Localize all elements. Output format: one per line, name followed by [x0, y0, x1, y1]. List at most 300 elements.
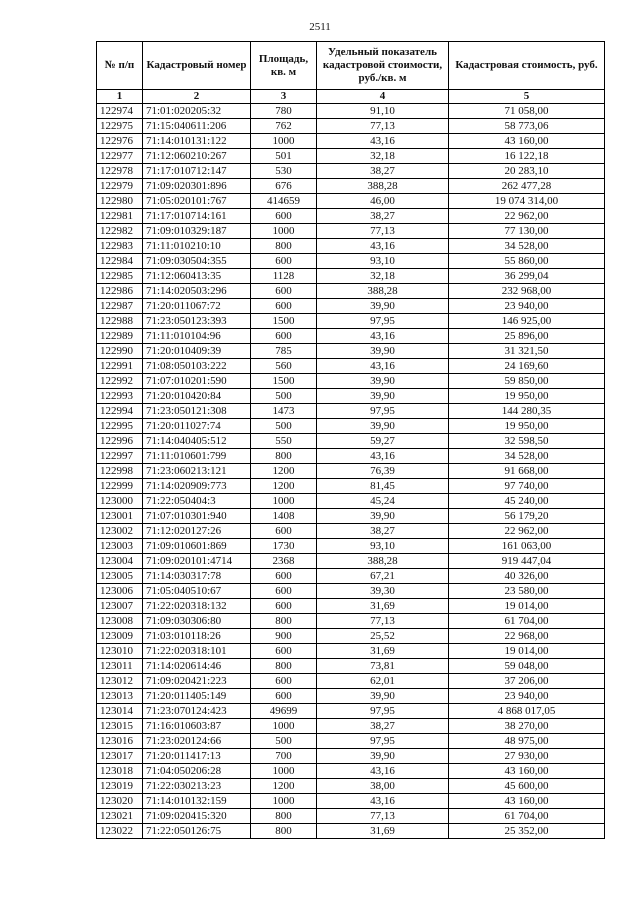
table-row [97, 419, 605, 434]
area-cell: 800 [251, 614, 317, 629]
table-row [97, 494, 605, 509]
table-row [97, 719, 605, 734]
cadastral-number-cell: 71:20:011405:149 [143, 689, 251, 704]
table-row [97, 539, 605, 554]
table-row [97, 749, 605, 764]
specific-value-cell: 43,16 [317, 239, 449, 254]
table-row [97, 674, 605, 689]
area-cell: 1128 [251, 269, 317, 284]
cadastral-cost-cell: 48 975,00 [449, 734, 605, 749]
cadastral-number-cell: 71:14:030317:78 [143, 569, 251, 584]
cadastral-cost-cell: 27 930,00 [449, 749, 605, 764]
table-header-row [97, 42, 605, 90]
cadastral-number-cell: 71:22:030213:23 [143, 779, 251, 794]
table-row [97, 329, 605, 344]
cadastral-cost-cell: 36 299,04 [449, 269, 605, 284]
specific-value-cell: 31,69 [317, 599, 449, 614]
cadastral-number-cell: 71:04:050206:28 [143, 764, 251, 779]
specific-value-cell: 38,27 [317, 209, 449, 224]
cadastral-cost-cell: 55 860,00 [449, 254, 605, 269]
table-row [97, 344, 605, 359]
specific-value-cell: 46,00 [317, 194, 449, 209]
specific-value-cell: 67,21 [317, 569, 449, 584]
table-row [97, 209, 605, 224]
cadastral-cost-cell: 25 352,00 [449, 824, 605, 839]
area-cell: 600 [251, 524, 317, 539]
row-number-cell: 122991 [97, 359, 143, 374]
specific-value-cell: 38,27 [317, 719, 449, 734]
cadastral-number-cell: 71:16:010603:87 [143, 719, 251, 734]
cadastral-cost-cell: 59 048,00 [449, 659, 605, 674]
header-row-number: № п/п [97, 42, 143, 90]
specific-value-cell: 62,01 [317, 674, 449, 689]
table-body [97, 104, 605, 839]
row-number-cell: 122997 [97, 449, 143, 464]
cadastral-number-cell: 71:03:010118:26 [143, 629, 251, 644]
cadastral-cost-cell: 61 704,00 [449, 614, 605, 629]
cadastral-cost-cell: 19 014,00 [449, 599, 605, 614]
row-number-cell: 122985 [97, 269, 143, 284]
cadastral-number-cell: 71:12:060210:267 [143, 149, 251, 164]
specific-value-cell: 39,90 [317, 344, 449, 359]
area-cell: 500 [251, 734, 317, 749]
area-cell: 1200 [251, 479, 317, 494]
row-number-cell: 122996 [97, 434, 143, 449]
area-cell: 414659 [251, 194, 317, 209]
table-row [97, 194, 605, 209]
specific-value-cell: 97,95 [317, 314, 449, 329]
cadastral-number-cell: 71:14:010131:122 [143, 134, 251, 149]
cadastral-cost-cell: 22 962,00 [449, 524, 605, 539]
cadastral-cost-cell: 58 773,06 [449, 119, 605, 134]
row-number-cell: 123020 [97, 794, 143, 809]
row-number-cell: 122976 [97, 134, 143, 149]
cadastral-cost-cell: 25 896,00 [449, 329, 605, 344]
area-cell: 600 [251, 584, 317, 599]
specific-value-cell: 76,39 [317, 464, 449, 479]
row-number-cell: 122982 [97, 224, 143, 239]
cadastral-cost-cell: 38 270,00 [449, 719, 605, 734]
cadastral-cost-cell: 31 321,50 [449, 344, 605, 359]
area-cell: 600 [251, 644, 317, 659]
cadastral-number-cell: 71:12:020127:26 [143, 524, 251, 539]
row-number-cell: 123010 [97, 644, 143, 659]
specific-value-cell: 32,18 [317, 269, 449, 284]
cadastral-number-cell: 71:20:011027:74 [143, 419, 251, 434]
cadastral-cost-cell: 71 058,00 [449, 104, 605, 119]
row-number-cell: 123011 [97, 659, 143, 674]
cadastral-number-cell: 71:17:010714:161 [143, 209, 251, 224]
specific-value-cell: 39,90 [317, 419, 449, 434]
row-number-cell: 123008 [97, 614, 143, 629]
area-cell: 1000 [251, 764, 317, 779]
table-row [97, 509, 605, 524]
cadastral-number-cell: 71:11:010601:799 [143, 449, 251, 464]
table-row [97, 659, 605, 674]
cadastral-number-cell: 71:20:011067:72 [143, 299, 251, 314]
area-cell: 500 [251, 389, 317, 404]
cadastral-cost-cell: 40 326,00 [449, 569, 605, 584]
cadastral-number-cell: 71:05:020101:767 [143, 194, 251, 209]
cadastral-number-cell: 71:14:010132:159 [143, 794, 251, 809]
area-cell: 1000 [251, 794, 317, 809]
table-row [97, 104, 605, 119]
table-row [97, 119, 605, 134]
table-row [97, 239, 605, 254]
area-cell: 500 [251, 419, 317, 434]
row-number-cell: 123013 [97, 689, 143, 704]
table-row [97, 314, 605, 329]
area-cell: 600 [251, 254, 317, 269]
row-number-cell: 123016 [97, 734, 143, 749]
area-cell: 800 [251, 239, 317, 254]
table-row [97, 614, 605, 629]
table-row [97, 374, 605, 389]
area-cell: 1500 [251, 314, 317, 329]
cadastral-cost-cell: 16 122,18 [449, 149, 605, 164]
table-row [97, 434, 605, 449]
cadastral-number-cell: 71:14:020909:773 [143, 479, 251, 494]
specific-value-cell: 39,90 [317, 299, 449, 314]
cadastral-number-cell: 71:14:020503:296 [143, 284, 251, 299]
cadastral-cost-cell: 262 477,28 [449, 179, 605, 194]
area-cell: 1200 [251, 464, 317, 479]
column-number-row [97, 90, 605, 104]
specific-value-cell: 77,13 [317, 119, 449, 134]
cadastral-cost-cell: 20 283,10 [449, 164, 605, 179]
table-row [97, 254, 605, 269]
cadastral-number-cell: 71:09:030504:355 [143, 254, 251, 269]
row-number-cell: 123003 [97, 539, 143, 554]
row-number-cell: 122979 [97, 179, 143, 194]
cadastral-number-cell: 71:09:010601:869 [143, 539, 251, 554]
header-area: Площадь, кв. м [251, 42, 317, 90]
table-row [97, 389, 605, 404]
row-number-cell: 123004 [97, 554, 143, 569]
row-number-cell: 123022 [97, 824, 143, 839]
specific-value-cell: 39,90 [317, 509, 449, 524]
area-cell: 800 [251, 659, 317, 674]
area-cell: 2368 [251, 554, 317, 569]
cadastral-cost-cell: 144 280,35 [449, 404, 605, 419]
cadastral-cost-cell: 43 160,00 [449, 764, 605, 779]
specific-value-cell: 97,95 [317, 404, 449, 419]
specific-value-cell: 43,16 [317, 329, 449, 344]
area-cell: 700 [251, 749, 317, 764]
area-cell: 600 [251, 569, 317, 584]
cadastral-number-cell: 71:15:040611:206 [143, 119, 251, 134]
area-cell: 600 [251, 209, 317, 224]
area-cell: 780 [251, 104, 317, 119]
cadastral-cost-cell: 24 169,60 [449, 359, 605, 374]
specific-value-cell: 31,69 [317, 824, 449, 839]
cadastral-number-cell: 71:07:010301:940 [143, 509, 251, 524]
table-row [97, 599, 605, 614]
table-row [97, 149, 605, 164]
row-number-cell: 122986 [97, 284, 143, 299]
row-number-cell: 123000 [97, 494, 143, 509]
cadastral-number-cell: 71:23:020124:66 [143, 734, 251, 749]
row-number-cell: 123006 [97, 584, 143, 599]
column-number: 3 [251, 90, 317, 104]
cadastral-number-cell: 71:20:010409:39 [143, 344, 251, 359]
cadastral-number-cell: 71:08:050103:222 [143, 359, 251, 374]
cadastral-number-cell: 71:14:040405:512 [143, 434, 251, 449]
cadastral-cost-cell: 45 240,00 [449, 494, 605, 509]
row-number-cell: 123019 [97, 779, 143, 794]
cadastral-number-cell: 71:05:040510:67 [143, 584, 251, 599]
row-number-cell: 122990 [97, 344, 143, 359]
area-cell: 1730 [251, 539, 317, 554]
column-number: 5 [449, 90, 605, 104]
row-number-cell: 122981 [97, 209, 143, 224]
row-number-cell: 123001 [97, 509, 143, 524]
row-number-cell: 123005 [97, 569, 143, 584]
cadastral-cost-cell: 91 668,00 [449, 464, 605, 479]
cadastral-number-cell: 71:12:060413:35 [143, 269, 251, 284]
cadastral-cost-cell: 77 130,00 [449, 224, 605, 239]
cadastral-cost-cell: 59 850,00 [449, 374, 605, 389]
cadastral-number-cell: 71:11:010210:10 [143, 239, 251, 254]
page-number: 2511 [309, 21, 331, 33]
table-row [97, 584, 605, 599]
area-cell: 1500 [251, 374, 317, 389]
row-number-cell: 123021 [97, 809, 143, 824]
table-row [97, 644, 605, 659]
row-number-cell: 122989 [97, 329, 143, 344]
area-cell: 762 [251, 119, 317, 134]
area-cell: 800 [251, 809, 317, 824]
cadastral-cost-cell: 97 740,00 [449, 479, 605, 494]
area-cell: 1200 [251, 779, 317, 794]
area-cell: 1000 [251, 719, 317, 734]
row-number-cell: 123014 [97, 704, 143, 719]
row-number-cell: 122998 [97, 464, 143, 479]
cadastral-number-cell: 71:23:050123:393 [143, 314, 251, 329]
area-cell: 900 [251, 629, 317, 644]
area-cell: 1000 [251, 494, 317, 509]
cadastral-number-cell: 71:20:010420:84 [143, 389, 251, 404]
area-cell: 800 [251, 824, 317, 839]
cadastral-cost-cell: 45 600,00 [449, 779, 605, 794]
cadastral-cost-cell: 43 160,00 [449, 134, 605, 149]
area-cell: 600 [251, 674, 317, 689]
table-row [97, 764, 605, 779]
table-row [97, 569, 605, 584]
area-cell: 1473 [251, 404, 317, 419]
cadastral-cost-cell: 23 580,00 [449, 584, 605, 599]
cadastral-cost-cell: 34 528,00 [449, 239, 605, 254]
area-cell: 800 [251, 449, 317, 464]
row-number-cell: 123007 [97, 599, 143, 614]
specific-value-cell: 388,28 [317, 284, 449, 299]
specific-value-cell: 39,90 [317, 749, 449, 764]
cadastral-number-cell: 71:17:010712:147 [143, 164, 251, 179]
row-number-cell: 122974 [97, 104, 143, 119]
cadastral-cost-cell: 919 447,04 [449, 554, 605, 569]
cadastral-number-cell: 71:09:030306:80 [143, 614, 251, 629]
table-row [97, 524, 605, 539]
cadastral-number-cell: 71:23:070124:423 [143, 704, 251, 719]
table-row [97, 284, 605, 299]
cadastral-cost-cell: 61 704,00 [449, 809, 605, 824]
cadastral-cost-cell: 232 968,00 [449, 284, 605, 299]
cadastral-cost-cell: 23 940,00 [449, 689, 605, 704]
table-row [97, 299, 605, 314]
specific-value-cell: 25,52 [317, 629, 449, 644]
specific-value-cell: 43,16 [317, 359, 449, 374]
area-cell: 600 [251, 299, 317, 314]
cadastral-number-cell: 71:22:050404:3 [143, 494, 251, 509]
area-cell: 49699 [251, 704, 317, 719]
table-row [97, 794, 605, 809]
specific-value-cell: 97,95 [317, 704, 449, 719]
specific-value-cell: 38,27 [317, 524, 449, 539]
specific-value-cell: 43,16 [317, 764, 449, 779]
table-row [97, 479, 605, 494]
specific-value-cell: 388,28 [317, 554, 449, 569]
cadastral-number-cell: 71:11:010104:96 [143, 329, 251, 344]
specific-value-cell: 93,10 [317, 254, 449, 269]
header-cadastral-number: Кадастровый номер [143, 42, 251, 90]
table-row [97, 704, 605, 719]
cadastral-cost-cell: 19 950,00 [449, 389, 605, 404]
specific-value-cell: 91,10 [317, 104, 449, 119]
column-number: 2 [143, 90, 251, 104]
cadastral-cost-cell: 56 179,20 [449, 509, 605, 524]
cadastral-number-cell: 71:09:020301:896 [143, 179, 251, 194]
specific-value-cell: 73,81 [317, 659, 449, 674]
row-number-cell: 122988 [97, 314, 143, 329]
area-cell: 600 [251, 284, 317, 299]
cadastral-cost-cell: 146 925,00 [449, 314, 605, 329]
area-cell: 600 [251, 689, 317, 704]
column-number: 1 [97, 90, 143, 104]
cadastral-number-cell: 71:09:020101:4714 [143, 554, 251, 569]
area-cell: 1000 [251, 224, 317, 239]
cadastral-number-cell: 71:22:050126:75 [143, 824, 251, 839]
row-number-cell: 123012 [97, 674, 143, 689]
cadastral-cost-cell: 23 940,00 [449, 299, 605, 314]
specific-value-cell: 43,16 [317, 134, 449, 149]
column-number: 4 [317, 90, 449, 104]
specific-value-cell: 38,27 [317, 164, 449, 179]
row-number-cell: 123015 [97, 719, 143, 734]
table-row [97, 449, 605, 464]
specific-value-cell: 39,90 [317, 689, 449, 704]
area-cell: 1000 [251, 134, 317, 149]
table-row [97, 224, 605, 239]
cadastral-number-cell: 71:07:010201:590 [143, 374, 251, 389]
cadastral-number-cell: 71:09:020415:320 [143, 809, 251, 824]
specific-value-cell: 43,16 [317, 794, 449, 809]
cadastral-cost-cell: 22 968,00 [449, 629, 605, 644]
row-number-cell: 122975 [97, 119, 143, 134]
cadastral-cost-cell: 19 014,00 [449, 644, 605, 659]
row-number-cell: 122978 [97, 164, 143, 179]
cadastral-number-cell: 71:22:020318:101 [143, 644, 251, 659]
row-number-cell: 123009 [97, 629, 143, 644]
cadastral-cost-cell: 4 868 017,05 [449, 704, 605, 719]
table-row [97, 734, 605, 749]
specific-value-cell: 43,16 [317, 449, 449, 464]
row-number-cell: 122994 [97, 404, 143, 419]
row-number-cell: 122995 [97, 419, 143, 434]
cadastral-number-cell: 71:22:020318:132 [143, 599, 251, 614]
cadastral-number-cell: 71:09:010329:187 [143, 224, 251, 239]
row-number-cell: 122992 [97, 374, 143, 389]
row-number-cell: 122983 [97, 239, 143, 254]
cadastral-cost-cell: 22 962,00 [449, 209, 605, 224]
cadastral-value-table [96, 41, 605, 839]
specific-value-cell: 77,13 [317, 614, 449, 629]
header-specific-value: Удельный показатель кадастровой стоимости, руб./кв. м [317, 42, 449, 90]
specific-value-cell: 31,69 [317, 644, 449, 659]
row-number-cell: 122999 [97, 479, 143, 494]
row-number-cell: 123018 [97, 764, 143, 779]
row-number-cell: 122993 [97, 389, 143, 404]
table-row [97, 689, 605, 704]
cadastral-cost-cell: 161 063,00 [449, 539, 605, 554]
table-row [97, 554, 605, 569]
area-cell: 560 [251, 359, 317, 374]
table-row [97, 464, 605, 479]
cadastral-cost-cell: 19 950,00 [449, 419, 605, 434]
table-row [97, 164, 605, 179]
cadastral-number-cell: 71:09:020421:223 [143, 674, 251, 689]
specific-value-cell: 32,18 [317, 149, 449, 164]
table-row [97, 824, 605, 839]
table-row [97, 359, 605, 374]
specific-value-cell: 77,13 [317, 809, 449, 824]
row-number-cell: 122980 [97, 194, 143, 209]
table-row [97, 404, 605, 419]
row-number-cell: 123002 [97, 524, 143, 539]
cadastral-number-cell: 71:20:011417:13 [143, 749, 251, 764]
cadastral-number-cell: 71:01:020205:32 [143, 104, 251, 119]
specific-value-cell: 39,90 [317, 389, 449, 404]
row-number-cell: 122977 [97, 149, 143, 164]
area-cell: 600 [251, 599, 317, 614]
cadastral-cost-cell: 34 528,00 [449, 449, 605, 464]
specific-value-cell: 77,13 [317, 224, 449, 239]
area-cell: 600 [251, 329, 317, 344]
specific-value-cell: 97,95 [317, 734, 449, 749]
specific-value-cell: 93,10 [317, 539, 449, 554]
row-number-cell: 122987 [97, 299, 143, 314]
cadastral-cost-cell: 37 206,00 [449, 674, 605, 689]
cadastral-cost-cell: 32 598,50 [449, 434, 605, 449]
specific-value-cell: 81,45 [317, 479, 449, 494]
cadastral-number-cell: 71:23:060213:121 [143, 464, 251, 479]
area-cell: 785 [251, 344, 317, 359]
specific-value-cell: 38,00 [317, 779, 449, 794]
area-cell: 1408 [251, 509, 317, 524]
specific-value-cell: 59,27 [317, 434, 449, 449]
table-row [97, 179, 605, 194]
header-cadastral-cost: Кадастровая стоимость, руб. [449, 42, 605, 90]
table-row [97, 269, 605, 284]
area-cell: 501 [251, 149, 317, 164]
cadastral-cost-cell: 19 074 314,00 [449, 194, 605, 209]
table-row [97, 629, 605, 644]
row-number-cell: 122984 [97, 254, 143, 269]
table-row [97, 779, 605, 794]
table-row [97, 134, 605, 149]
cadastral-number-cell: 71:23:050121:308 [143, 404, 251, 419]
specific-value-cell: 388,28 [317, 179, 449, 194]
table-row [97, 809, 605, 824]
